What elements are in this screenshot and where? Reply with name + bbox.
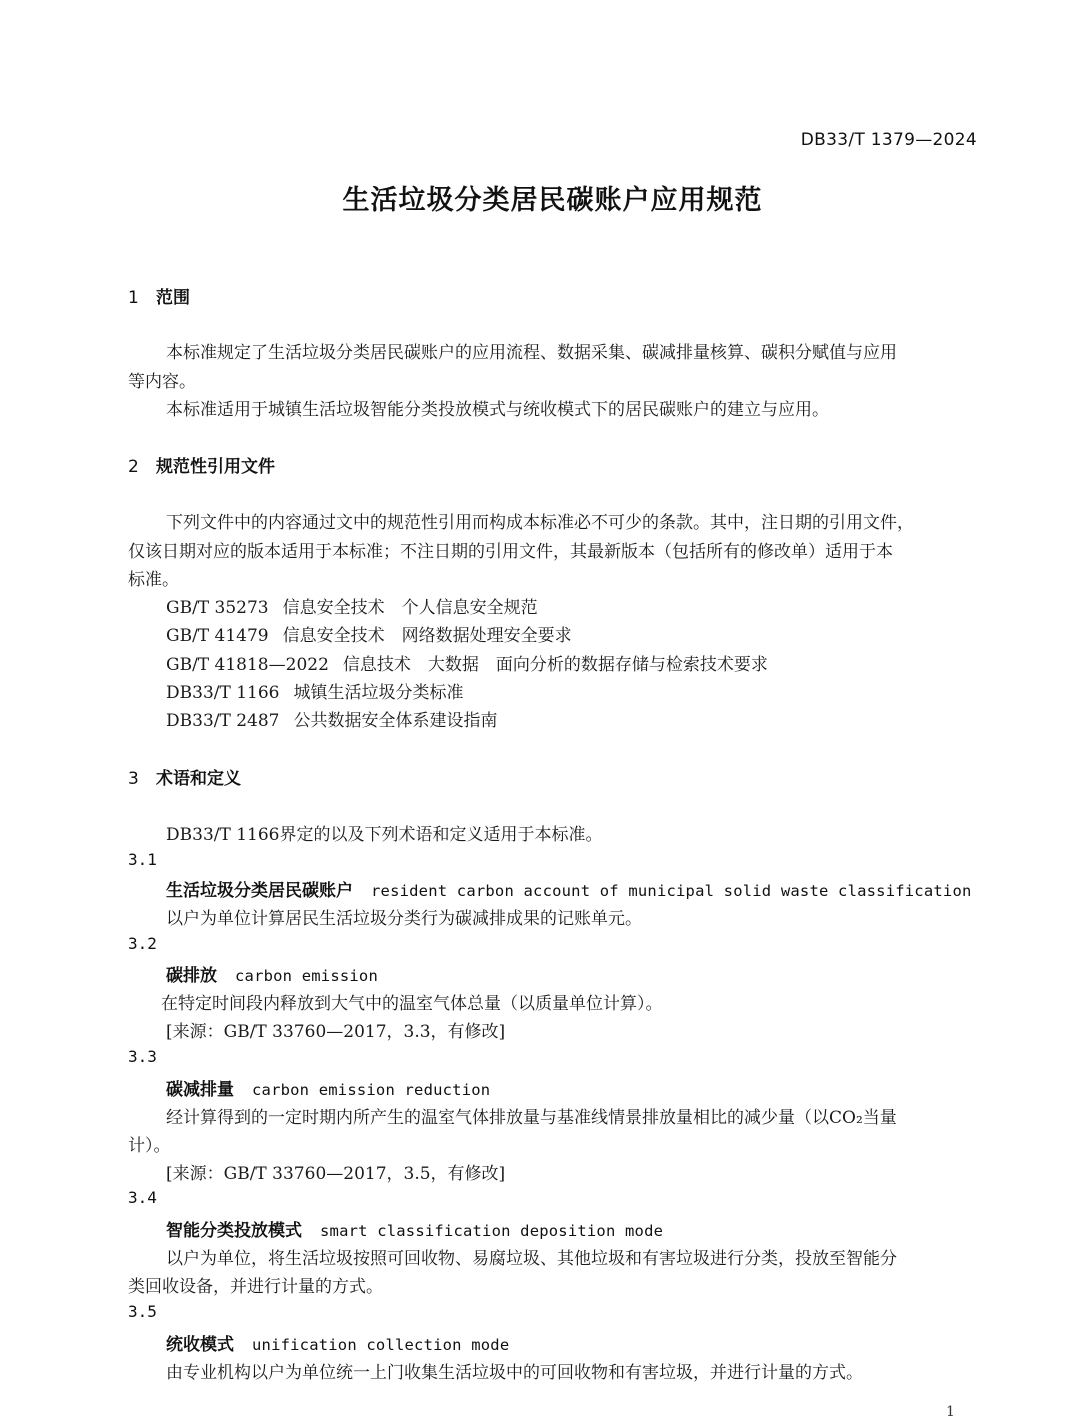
reference-item	[166, 593, 538, 618]
section-1-p1-line2: 等内容。	[128, 372, 196, 392]
reference-title: 信息技术 大数据 面向分析的数据存储与检索技术要求	[342, 655, 768, 675]
term-definition-cont: 类回收设备，并进行计量的方式。	[128, 1277, 383, 1297]
term-heading	[166, 1216, 663, 1241]
section-2-intro-line3: 标准。	[128, 570, 179, 590]
term-definition: 由专业机构以户为单位统一上门收集生活垃圾中的可回收物和有害垃圾，并进行计量的方式。	[166, 1363, 863, 1383]
clause-number: 3.3	[128, 1047, 157, 1066]
section-3-intro: DB33/T 1166界定的以及下列术语和定义适用于本标准。	[166, 825, 603, 845]
section-2-heading	[128, 452, 275, 477]
term-en: unification collection mode	[252, 1336, 510, 1354]
term-definition: 以户为单位，将生活垃圾按照可回收物、易腐垃圾、其他垃圾和有害垃圾进行分类，投放至智能分	[166, 1249, 897, 1269]
term-en: carbon emission reduction	[252, 1081, 491, 1099]
section-1-number: 1	[128, 288, 139, 308]
term-zh: 智能分类投放模式	[166, 1221, 302, 1241]
term-source: [来源：GB/T 33760—2017，3.3，有修改]	[166, 1022, 506, 1042]
clause-number: 3.1	[128, 850, 157, 869]
term-zh: 生活垃圾分类居民碳账户	[166, 881, 353, 901]
term-heading	[166, 1075, 490, 1100]
section-3-title: 术语和定义	[156, 769, 241, 789]
reference-title: 公共数据安全体系建设指南	[293, 711, 498, 731]
reference-code: GB/T 35273	[166, 598, 269, 618]
section-3-heading	[128, 764, 241, 789]
section-2-intro-line1: 下列文件中的内容通过文中的规范性引用而构成本标准必不可少的条款。其中，注日期的引用文件，	[166, 513, 914, 533]
section-1-p2: 本标准适用于城镇生活垃圾智能分类投放模式与统收模式下的居民碳账户的建立与应用。	[166, 400, 829, 420]
term-heading	[166, 961, 378, 986]
clause-number: 3.2	[128, 934, 157, 953]
reference-title: 信息安全技术 个人信息安全规范	[282, 598, 538, 618]
reference-code: GB/T 41818—2022	[166, 655, 329, 675]
reference-code: DB33/T 2487	[166, 711, 280, 731]
term-definition-cont: 计）。	[128, 1136, 171, 1156]
clause-number: 3.4	[128, 1188, 157, 1207]
doc-number: DB33/T 1379—2024	[800, 130, 977, 150]
section-2-intro-line2: 仅该日期对应的版本适用于本标准；不注日期的引用文件，其最新版本（包括所有的修改单）适用于本	[128, 542, 893, 562]
section-2-number: 2	[128, 457, 139, 477]
reference-title: 信息安全技术 网络数据处理安全要求	[282, 626, 572, 646]
term-definition: 在特定时间段内释放到大气中的温室气体总量（以质量单位计算）。	[161, 994, 663, 1014]
term-heading	[166, 1330, 509, 1355]
section-1-title: 范围	[156, 288, 190, 308]
page-number: 1	[946, 1404, 955, 1420]
term-heading	[166, 876, 972, 901]
term-en: smart classification deposition mode	[320, 1222, 664, 1240]
term-en: carbon emission	[235, 967, 378, 985]
term-zh: 统收模式	[166, 1335, 234, 1355]
reference-code: DB33/T 1166	[166, 683, 280, 703]
section-3-number: 3	[128, 769, 139, 789]
term-definition: 经计算得到的一定时期内所产生的温室气体排放量与基准线情景排放量相比的减少量（以CO₂当量	[166, 1108, 897, 1128]
section-1-p1-line1: 本标准规定了生活垃圾分类居民碳账户的应用流程、数据采集、碳减排量核算、碳积分赋值与应用	[166, 343, 897, 363]
reference-code: GB/T 41479	[166, 626, 269, 646]
reference-item	[166, 650, 768, 675]
reference-title: 城镇生活垃圾分类标准	[293, 683, 464, 703]
reference-item	[166, 621, 572, 646]
term-zh: 碳减排量	[166, 1080, 234, 1100]
section-2-title: 规范性引用文件	[156, 457, 275, 477]
reference-item	[166, 678, 464, 703]
section-1-heading	[128, 283, 190, 308]
term-definition: 以户为单位计算居民生活垃圾分类行为碳减排成果的记账单元。	[166, 909, 642, 929]
term-source: [来源：GB/T 33760—2017，3.5，有修改]	[166, 1164, 506, 1184]
term-en: resident carbon account of municipal solid waste classification	[371, 882, 972, 900]
reference-item	[166, 706, 498, 731]
page-title: 生活垃圾分类居民碳账户应用规范	[342, 185, 763, 216]
term-zh: 碳排放	[166, 966, 217, 986]
clause-number: 3.5	[128, 1302, 157, 1321]
